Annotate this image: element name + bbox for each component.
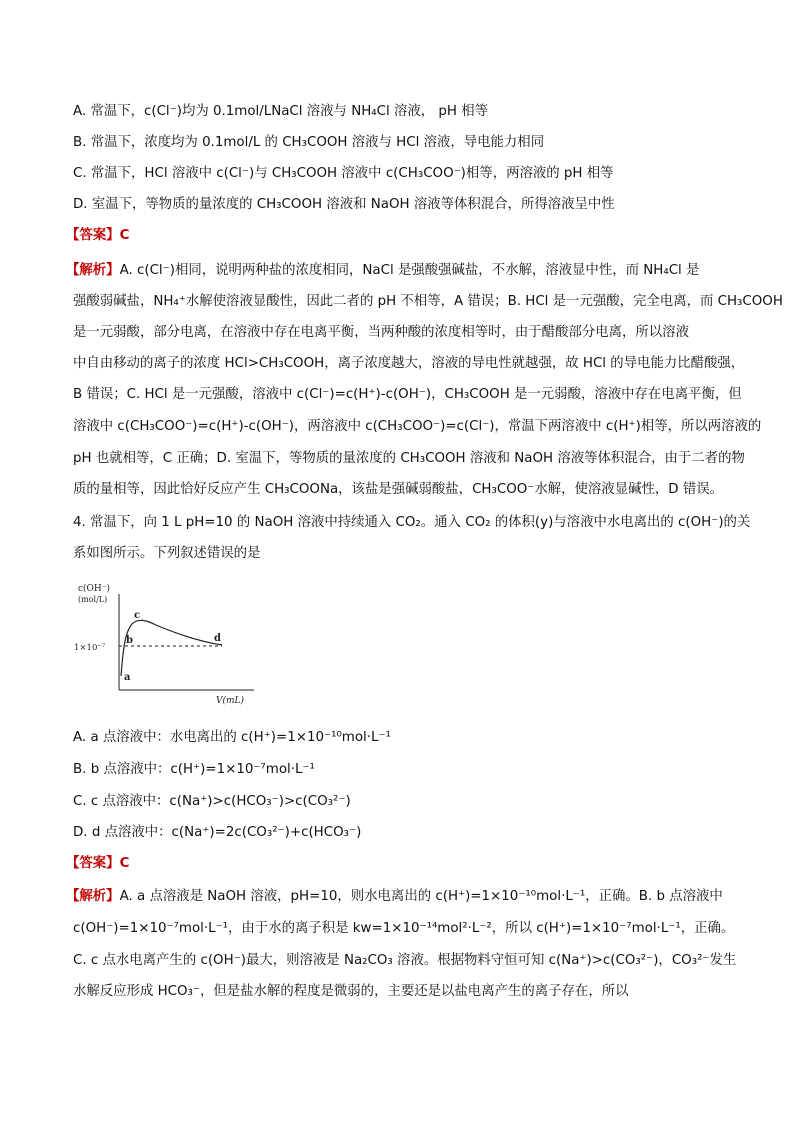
q3-analysis-line: B 错误；C. HCl 是一元强酸，溶液中 c(Cl⁻)=c(H⁺)-c(OH⁻)，CH₃COOH 是一元弱酸，溶液中存在电离平衡，但 [73,387,742,402]
point-d-label: d [214,633,221,644]
q4-graph [72,580,262,710]
q4-stem: 系如图所示。下列叙述错误的是 [73,546,261,561]
answer-tag: 【答案】 [66,856,120,871]
answer-value: C [119,228,130,243]
point-a-label: a [124,672,131,683]
analysis-text: A. a 点溶液是 NaOH 溶液，pH=10，则水电离出的 c(H⁺)=1×10⁻¹⁰mol·L⁻¹，正确。B. b 点溶液中 [119,889,723,904]
q4-option-b: B. b 点溶液中：c(H⁺)=1×10⁻⁷mol·L⁻¹ [73,762,315,777]
point-c-label: c [134,610,141,621]
q3-option-d: D. 室温下，等物质的量浓度的 CH₃COOH 溶液和 NaOH 溶液等体积混合，所得溶液呈中性 [73,197,615,212]
q4-analysis-line: c(OH⁻)=1×10⁻⁷mol·L⁻¹，由于水的离子积是 kw=1×10⁻¹⁴mol²·L⁻²，所以 c(H⁺)=1×10⁻⁷mol·L⁻¹，正确。 [73,921,735,936]
q3-analysis-line: 中自由移动的离子的浓度 HCl>CH₃COOH，离子浓度越大，溶液的导电性就越强，故 HCl 的导电能力比醋酸强， [73,356,745,371]
q3-analysis-line: 强酸弱碱盐，NH₄⁺水解使溶液显酸性，因此二者的 pH 不相等，A 错误；B. HCl 是一元强酸，完全电离，而 CH₃COOH [73,294,783,309]
q3-option-b: B. 常温下，浓度均为 0.1mol/L 的 CH₃COOH 溶液与 HCl 溶液，导电能力相同 [73,135,545,150]
q3-answer [66,227,129,245]
q4-analysis-line: 水解反应形成 HCO₃⁻，但是盐水解的程度是微弱的，主要还是以盐电离产生的离子存在，所以 [73,984,629,999]
q3-analysis-line: pH 也就相等，C 正确；D. 室温下，等物质的量浓度的 CH₃COOH 溶液和 NaOH 溶液等体积混合，由于二者的物 [73,451,745,466]
q4-analysis-line: C. c 点水电离产生的 c(OH⁻)最大，则溶液是 Na₂CO₃ 溶液。根据物料守恒可知 c(Na⁺)>c(CO₃²⁻)，CO₃²⁻发生 [73,953,737,968]
answer-value: C [119,856,130,871]
curve [121,620,222,676]
graph-ylabel: c(OH⁻) [78,584,111,594]
point-b-label: b [126,635,133,646]
q4-analysis-line [66,888,723,906]
q3-analysis-line: 溶液中 c(CH₃COO⁻)=c(H⁺)-c(OH⁻)，两溶液中 c(CH₃COO⁻)=c(Cl⁻)，常温下两溶液中 c(H⁺)相等，所以两溶液的 [73,419,762,434]
analysis-tag: 【解析】 [66,263,120,278]
q3-analysis-line [66,262,699,280]
graph-xlabel: V(mL) [216,696,245,706]
q4-option-a: A. a 点溶液中：水电离出的 c(H⁺)=1×10⁻¹⁰mol·L⁻¹ [73,730,391,745]
analysis-tag: 【解析】 [66,889,120,904]
q3-analysis-line: 是一元弱酸，部分电离，在溶液中存在电离平衡，当两种酸的浓度相等时，由于醋酸部分电离，所以溶液 [73,325,689,340]
q3-option-a: A. 常温下，c(Cl⁻)均为 0.1mol/LNaCl 溶液与 NH₄Cl 溶液， pH 相等 [73,104,489,119]
answer-tag: 【答案】 [66,228,120,243]
q4-option-d: D. d 点溶液中：c(Na⁺)=2c(CO₃²⁻)+c(HCO₃⁻) [73,825,362,840]
ytick-label: 1×10⁻⁷ [74,643,106,653]
q3-option-c: C. 常温下，HCl 溶液中 c(Cl⁻)与 CH₃COOH 溶液中 c(CH₃COO⁻)相等，两溶液的 pH 相等 [73,166,614,181]
analysis-text: A. c(Cl⁻)相同，说明两种盐的浓度相同，NaCl 是强酸强碱盐，不水解，溶液显中性，而 NH₄Cl 是 [119,263,700,278]
q4-option-c: C. c 点溶液中：c(Na⁺)>c(HCO₃⁻)>c(CO₃²⁻) [73,794,351,809]
q4-answer [66,855,129,873]
q4-stem: 4. 常温下，向 1 L pH=10 的 NaOH 溶液中持续通入 CO₂。通入 CO₂ 的体积(y)与溶液中水电离出的 c(OH⁻)的关 [73,515,751,530]
graph-yunit: (mol/L) [78,595,108,604]
q3-analysis-line: 质的量相等，因此恰好反应产生 CH₃COONa，该盐是强碱弱酸盐，CH₃COO⁻水解，使溶液显碱性，D 错误。 [73,482,723,497]
